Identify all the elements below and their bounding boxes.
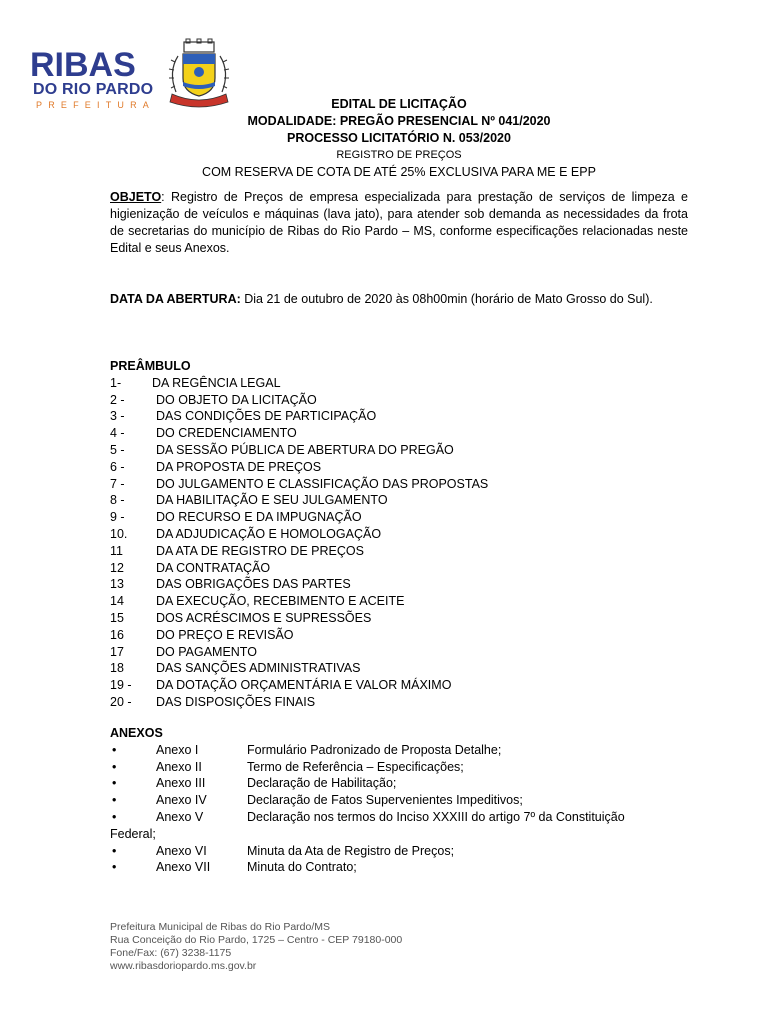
toc-item-number: 17 [110, 644, 124, 659]
bullet-icon: • [112, 793, 117, 808]
anexo-v-continuation: Federal; [110, 826, 156, 841]
toc-list [110, 375, 688, 711]
toc-item-number: 8 - [110, 493, 125, 508]
toc-item [110, 425, 688, 442]
toc-item [110, 560, 688, 577]
bullet-icon: • [112, 776, 117, 791]
toc-item [110, 593, 688, 610]
anexo-item [110, 859, 688, 876]
anexos-list [110, 742, 688, 876]
toc-item-number: 10. [110, 526, 128, 541]
toc-item [110, 442, 688, 459]
toc-item-label: DA REGÊNCIA LEGAL [152, 375, 281, 390]
toc-item-label: DA SESSÃO PÚBLICA DE ABERTURA DO PREGÃO [156, 442, 454, 457]
toc-item-label: DO CREDENCIAMENTO [156, 426, 297, 441]
toc-item-label: DO JULGAMENTO E CLASSIFICAÇÃO DAS PROPOSTAS [156, 476, 489, 491]
toc-item-number: 1- [110, 375, 122, 390]
anexo-description: Declaração nos termos do Inciso XXXIII do artigo 7º da Constituição [247, 809, 625, 824]
anexo-name: Anexo VI [156, 843, 207, 858]
page-footer [110, 921, 510, 973]
toc-item-number: 14 [110, 594, 124, 609]
anexo-name: Anexo I [156, 742, 199, 757]
modalidade-line: MODALIDADE: PREGÃO PRESENCIAL Nº 041/2020 [247, 114, 551, 128]
bullet-icon: • [112, 809, 117, 824]
toc-item-label: DA HABILITAÇÃO E SEU JULGAMENTO [156, 493, 388, 508]
edital-title: EDITAL DE LICITAÇÃO [331, 97, 467, 111]
toc-item-label: DA ATA DE REGISTRO DE PREÇOS [156, 543, 364, 558]
bullet-icon: • [112, 759, 117, 774]
anexo-item [110, 775, 688, 792]
toc-item-number: 15 [110, 610, 124, 625]
anexo-description: Declaração de Fatos Supervenientes Impeditivos; [247, 793, 523, 808]
toc-item-number: 13 [110, 577, 124, 592]
toc-item-number: 4 - [110, 426, 125, 441]
edital-header [110, 96, 688, 181]
processo-line: PROCESSO LICITATÓRIO N. 053/2020 [287, 131, 511, 145]
toc-item [110, 677, 688, 694]
anexo-description: Minuta da Ata de Registro de Preços; [247, 843, 455, 858]
anexo-item [110, 843, 688, 860]
anexo-name: Anexo VII [156, 860, 211, 875]
toc-item-label: DA CONTRATAÇÃO [156, 560, 271, 575]
bullet-icon: • [112, 742, 117, 757]
anexo-item [110, 792, 688, 809]
toc-item-label: DAS OBRIGAÇÕES DAS PARTES [156, 577, 351, 592]
toc-item-number: 20 - [110, 694, 132, 709]
preambulo-title: PREÂMBULO [110, 359, 191, 373]
objeto-text: : Registro de Preços de empresa especializada para prestação de serviços de limpeza e higienização de veículos e máquinas (lava jato), para atender sob demanda as necessidades da frota de secretarias do município de Ribas do Rio Pardo – MS, conforme especificações relacionadas neste Edital e seus Anexos. [110, 190, 688, 255]
toc-item-number: 18 [110, 661, 124, 676]
toc-item-label: DA DOTAÇÃO ORÇAMENTÁRIA E VALOR MÁXIMO [156, 678, 452, 693]
footer-address: Rua Conceição do Rio Pardo, 1725 – Centro - CEP 79180-000 [110, 934, 403, 946]
reserva-line: COM RESERVA DE COTA DE ATÉ 25% EXCLUSIVA PARA ME E EPP [202, 165, 596, 179]
toc-item-label: DO PREÇO E REVISÃO [156, 627, 294, 642]
toc-item-number: 9 - [110, 510, 125, 525]
logo-title: RIBAS [30, 46, 136, 84]
toc-item-label: DO RECURSO E DA IMPUGNAÇÃO [156, 510, 362, 525]
toc-item-label: DAS CONDIÇÕES DE PARTICIPAÇÃO [156, 409, 377, 424]
toc-item [110, 459, 688, 476]
toc-item-label: DO OBJETO DA LICITAÇÃO [156, 392, 317, 407]
toc-item [110, 694, 688, 711]
toc-item-label: DO PAGAMENTO [156, 644, 257, 659]
logo-subtitle: DO RIO PARDO [33, 81, 154, 98]
footer-website: www.ribasdoriopardo.ms.gov.br [110, 960, 257, 972]
toc-item [110, 476, 688, 493]
toc-item-number: 5 - [110, 442, 125, 457]
toc-item-label: DA EXECUÇÃO, RECEBIMENTO E ACEITE [156, 594, 405, 609]
toc-item [110, 408, 688, 425]
abertura-paragraph [110, 291, 688, 308]
toc-item [110, 375, 688, 392]
anexo-item [110, 759, 688, 776]
anexo-name: Anexo II [156, 759, 202, 774]
abertura-label: DATA DA ABERTURA: [110, 292, 241, 306]
toc-item-number: 2 - [110, 392, 125, 407]
anexo-description: Minuta do Contrato; [247, 860, 357, 875]
toc-item [110, 644, 688, 661]
toc-item-number: 12 [110, 560, 124, 575]
footer-phone: Fone/Fax: (67) 3238-1175 [110, 947, 232, 959]
toc-item [110, 627, 688, 644]
objeto-label: OBJETO [110, 190, 162, 204]
toc-item [110, 660, 688, 677]
logo-prefeitura: PREFEITURA [36, 100, 156, 110]
abertura-text: Dia 21 de outubro de 2020 às 08h00min (horário de Mato Grosso do Sul). [240, 292, 653, 306]
anexo-description: Declaração de Habilitação; [247, 776, 397, 791]
toc-item-label: DA PROPOSTA DE PREÇOS [156, 459, 322, 474]
anexos-title: ANEXOS [110, 726, 163, 740]
anexo-name: Anexo V [156, 809, 204, 824]
toc-item [110, 509, 688, 526]
toc-item-label: DA ADJUDICAÇÃO E HOMOLOGAÇÃO [156, 526, 382, 541]
toc-item-number: 11 [110, 543, 123, 558]
bullet-icon: • [112, 860, 117, 875]
objeto-paragraph [110, 189, 688, 257]
toc-item-label: DAS DISPOSIÇÕES FINAIS [156, 694, 316, 709]
toc-item-label: DAS SANÇÕES ADMINISTRATIVAS [156, 661, 361, 676]
toc-item-number: 6 - [110, 459, 125, 474]
toc-item [110, 576, 688, 593]
anexos-section [110, 725, 688, 876]
anexo-description: Formulário Padronizado de Proposta Detalhe; [247, 742, 502, 757]
toc-item-number: 3 - [110, 409, 125, 424]
toc-item-label: DOS ACRÉSCIMOS E SUPRESSÕES [156, 610, 372, 625]
anexo-description: Termo de Referência – Especificações; [247, 759, 464, 774]
toc-item [110, 610, 688, 627]
anexo-item [110, 742, 688, 759]
toc-item [110, 543, 688, 560]
toc-item-number: 19 - [110, 678, 132, 693]
anexo-name: Anexo III [156, 776, 206, 791]
footer-institution: Prefeitura Municipal de Ribas do Rio Pardo/MS [110, 921, 331, 933]
bullet-icon: • [112, 843, 117, 858]
preambulo-section [110, 358, 688, 711]
toc-item [110, 526, 688, 543]
registro-line: REGISTRO DE PREÇOS [336, 149, 462, 161]
toc-item [110, 492, 688, 509]
anexo-name: Anexo IV [156, 793, 207, 808]
toc-item-number: 16 [110, 627, 124, 642]
toc-item-number: 7 - [110, 476, 125, 491]
toc-item [110, 392, 688, 409]
anexo-item [110, 809, 688, 826]
